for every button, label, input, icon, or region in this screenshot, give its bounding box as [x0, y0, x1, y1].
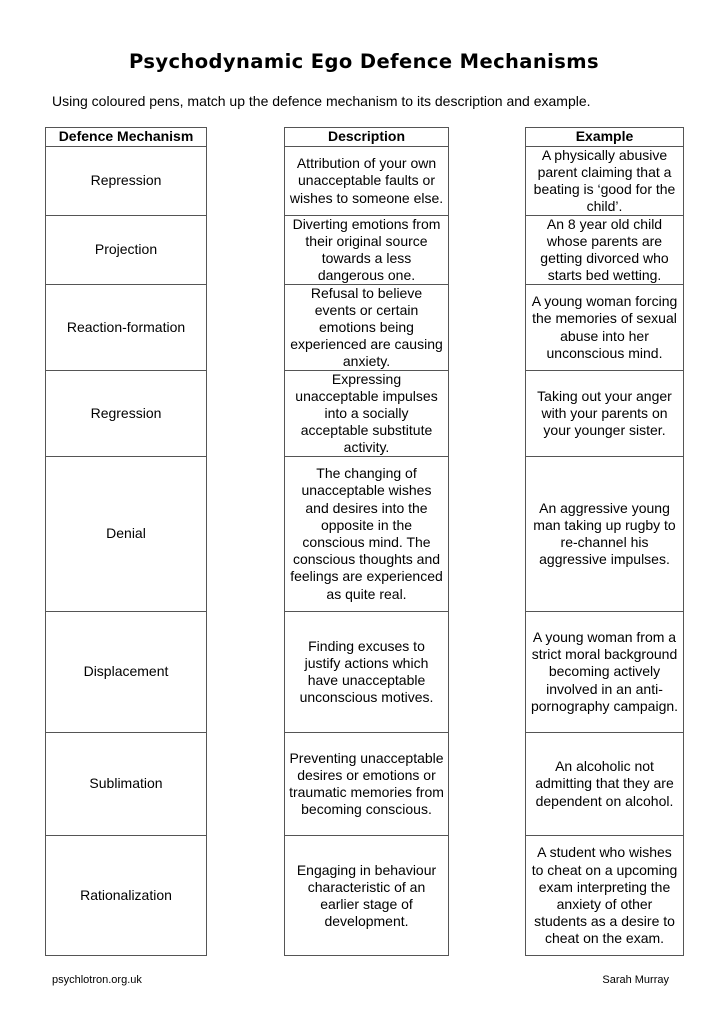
- page-title: Psychodynamic Ego Defence Mechanisms: [129, 50, 599, 73]
- mechanism-label: Displacement: [83, 663, 169, 680]
- description-cell: [285, 733, 448, 836]
- mechanism-label: Sublimation: [89, 775, 163, 792]
- description-text: Preventing unacceptable desires or emotions or traumatic memories from becoming conscious.: [289, 749, 444, 818]
- description-text: Engaging in behaviour characteristic of an earlier stage of development.: [296, 861, 437, 930]
- description-cell: [285, 612, 448, 733]
- example-text: A young woman forcing the memories of sexual abuse into her unconscious mind.: [531, 293, 678, 361]
- example-text: A student who wishes to cheat on a upcoming exam interpreting the anxiety of other students as a desire to cheat on the exam.: [531, 844, 678, 947]
- mechanism-cell: [46, 612, 206, 733]
- description-column-header: Description: [285, 128, 448, 147]
- instructions-text: Using coloured pens, match up the defence mechanism to its description and example.: [52, 93, 591, 109]
- mechanism-cell: [46, 733, 206, 836]
- mechanism-cell: [46, 216, 206, 285]
- footer-author: Sarah Murray: [602, 974, 669, 986]
- footer-website: psychlotron.org.uk: [52, 974, 142, 986]
- example-text: A young woman from a strict moral background becoming actively involved in an anti-pornography campaign.: [530, 628, 679, 714]
- mechanism-cell: [46, 371, 206, 457]
- example-column-header: Example: [526, 128, 683, 147]
- example-column: [525, 127, 684, 956]
- mechanism-column-header: Defence Mechanism: [46, 128, 206, 147]
- mechanism-cell: [46, 457, 206, 612]
- mechanism-label: Denial: [106, 525, 146, 542]
- mechanism-label: Repression: [90, 172, 162, 189]
- description-text: The changing of unacceptable wishes and desires into the opposite in the conscious mind. The conscious thoughts and feelings are experienced as quite real.: [290, 465, 443, 602]
- description-text: Expressing unacceptable impulses into a socially acceptable substitute activity.: [295, 371, 438, 456]
- description-column: [284, 127, 449, 956]
- example-cell: [526, 733, 683, 836]
- example-cell: [526, 836, 683, 956]
- description-cell: [285, 457, 448, 612]
- example-text: A physically abusive parent claiming that a beating is ‘good for the child’.: [533, 147, 676, 215]
- mechanism-cell: [46, 836, 206, 956]
- example-cell: [526, 216, 683, 285]
- mechanism-cell: [46, 285, 206, 371]
- description-text: Refusal to believe events or certain emotions being experienced are causing anxiety.: [290, 285, 443, 370]
- example-cell: [526, 371, 683, 457]
- description-cell: [285, 147, 448, 216]
- example-cell: [526, 147, 683, 216]
- description-cell: [285, 371, 448, 457]
- description-text: Finding excuses to justify actions which have unacceptable unconscious motives.: [299, 637, 434, 706]
- mechanism-label: Projection: [94, 241, 158, 258]
- description-cell: [285, 216, 448, 285]
- description-cell: [285, 836, 448, 956]
- example-text: Taking out your anger with your parents on your younger sister.: [537, 387, 672, 439]
- mechanism-cell: [46, 147, 206, 216]
- description-text: Attribution of your own unacceptable faults or wishes to someone else.: [289, 155, 444, 206]
- description-cell: [285, 285, 448, 371]
- mechanism-column: [45, 127, 207, 956]
- mechanism-label: Rationalization: [80, 887, 172, 904]
- example-cell: [526, 457, 683, 612]
- example-cell: [526, 285, 683, 371]
- example-text: An 8 year old child whose parents are getting divorced who starts bed wetting.: [540, 216, 669, 284]
- mechanism-label: Regression: [90, 404, 162, 421]
- example-text: An aggressive young man taking up rugby to re-channel his aggressive impulses.: [533, 499, 676, 568]
- example-text: An alcoholic not admitting that they are dependent on alcohol.: [535, 758, 674, 809]
- mechanism-label: Reaction-formation: [66, 318, 186, 335]
- example-cell: [526, 612, 683, 733]
- description-text: Diverting emotions from their original source towards a less dangerous one.: [292, 216, 441, 284]
